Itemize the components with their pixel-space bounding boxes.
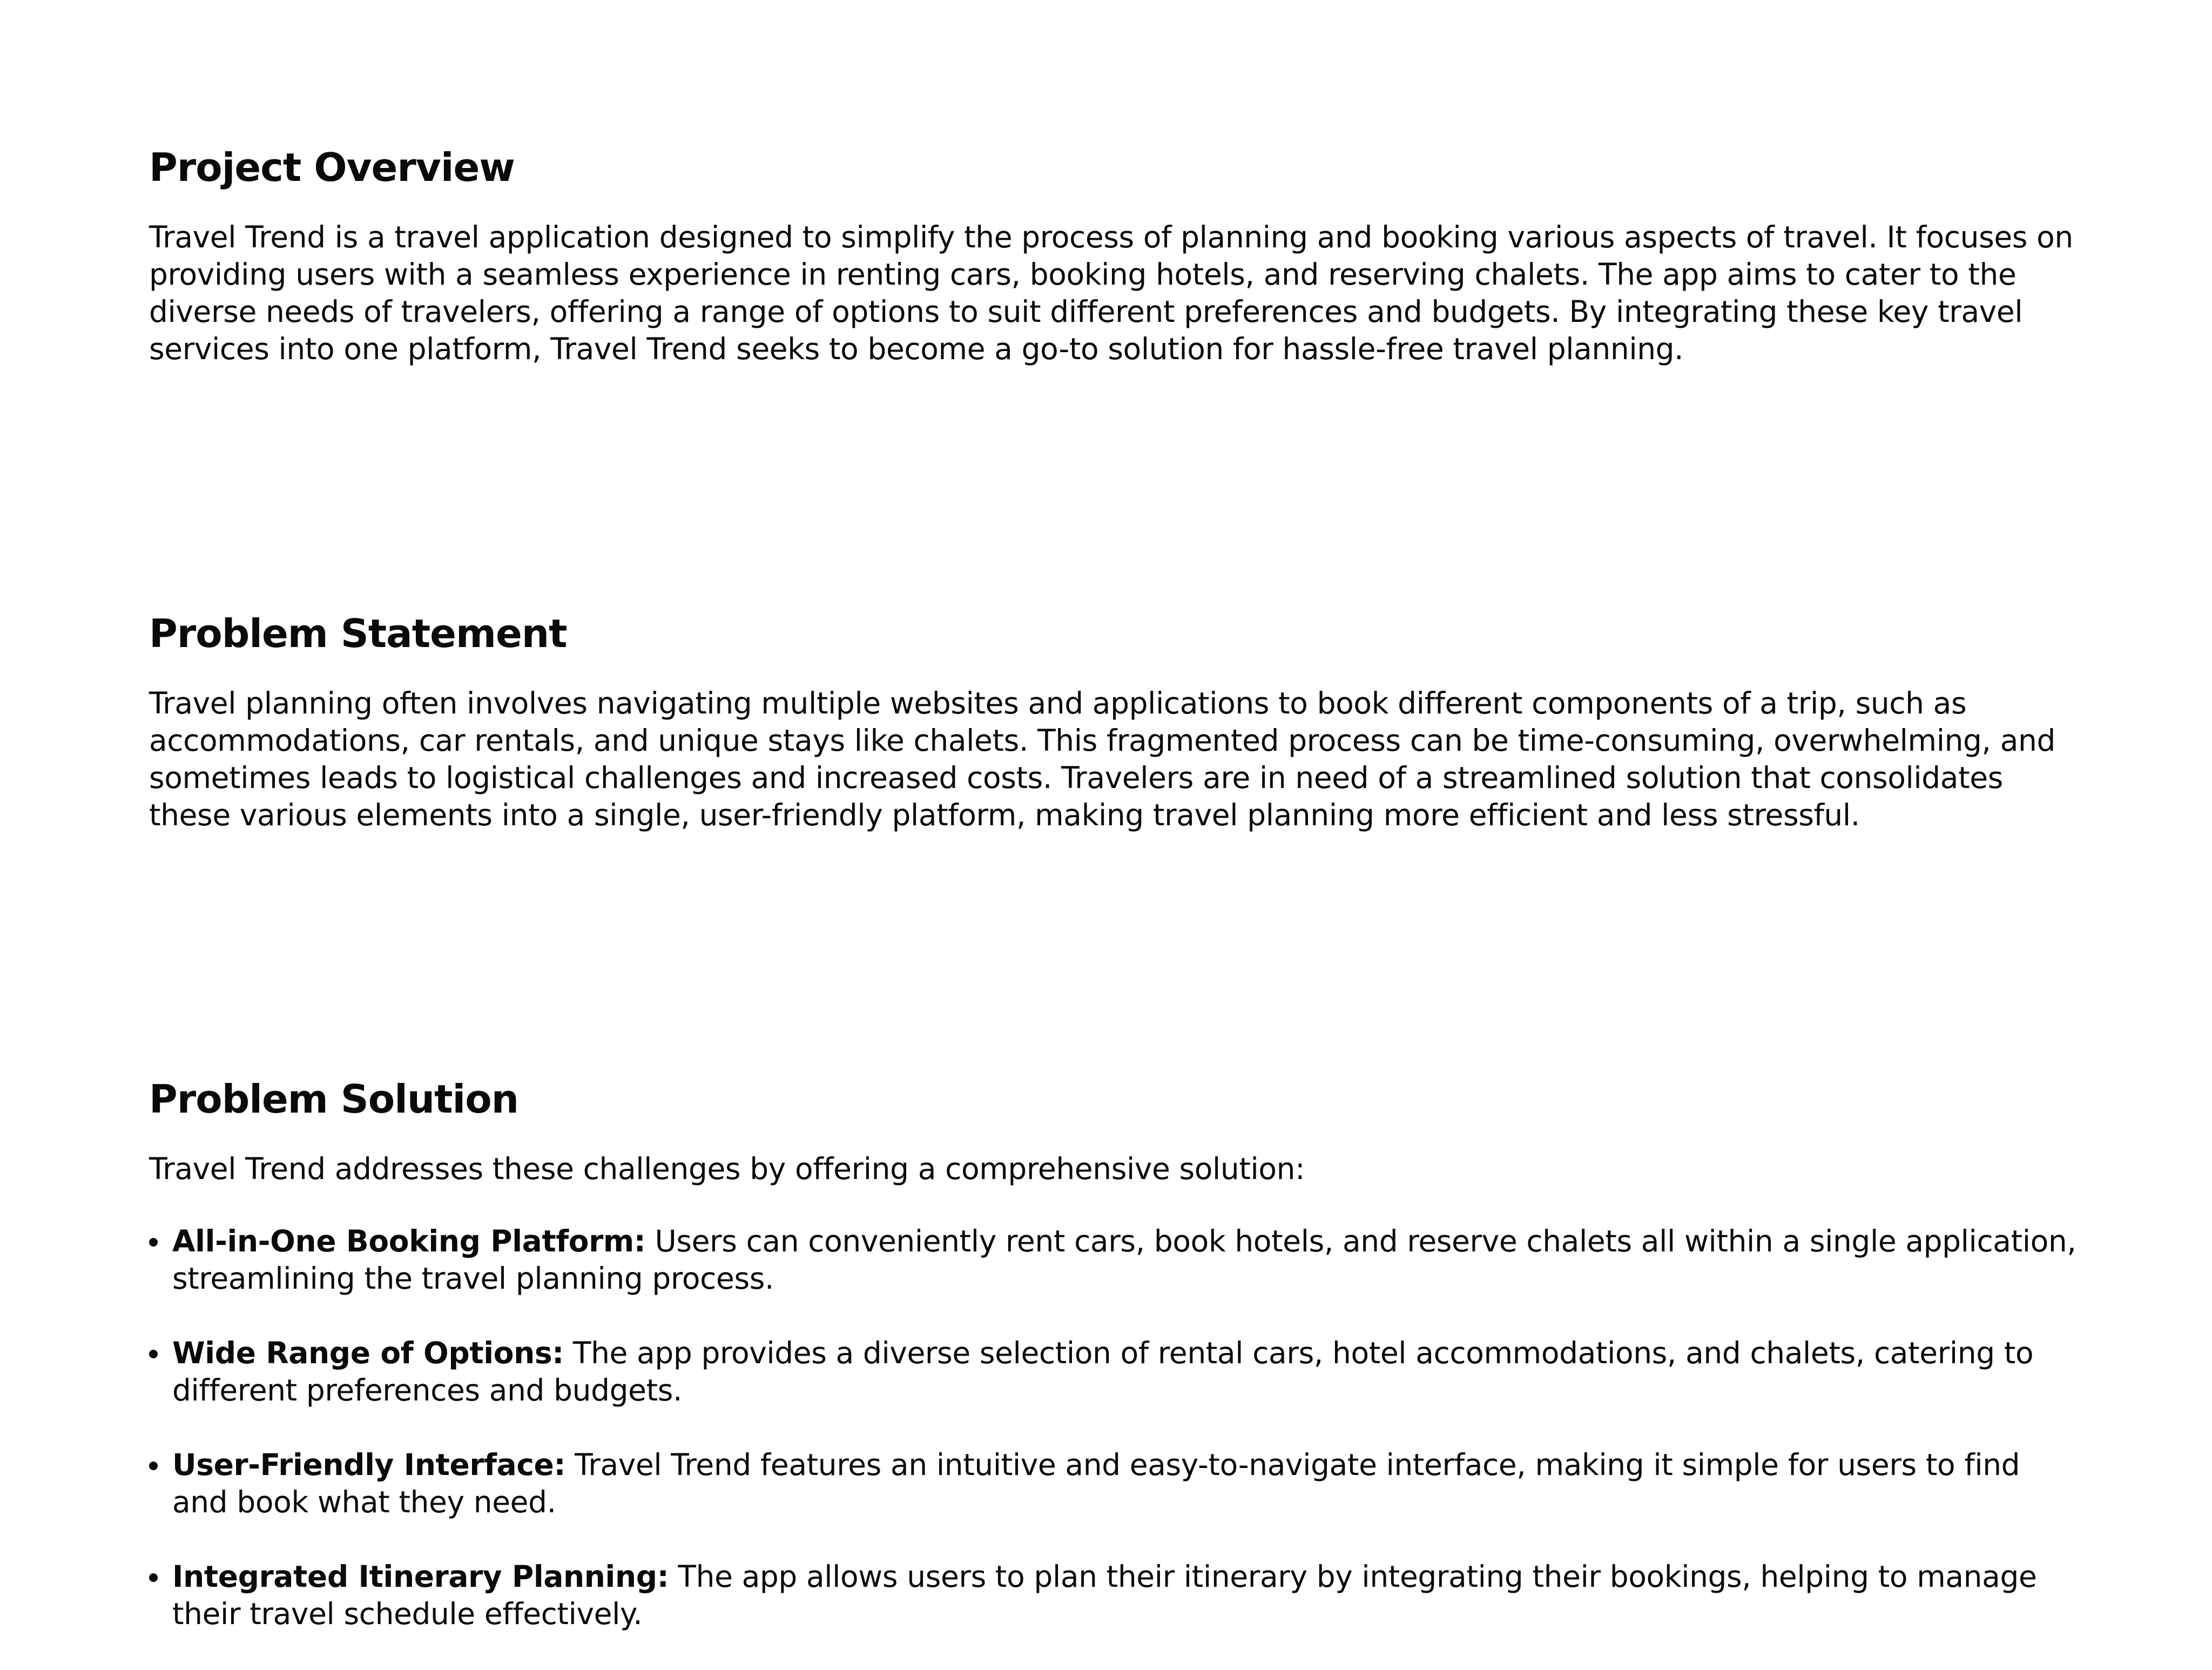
problem-statement-section [149,609,2082,834]
problem-solution-heading: Problem Solution [149,1076,518,1122]
bullet-icon [149,1238,158,1247]
bullet-icon [149,1573,158,1582]
bullet-text: Travel Trend features an intuitive and easy-to-navigate interface, making it simple for users to find and book what they need. [172,1447,2020,1519]
bullet-term: Integrated Itinerary Planning: [172,1559,669,1594]
bullet-term: User-Friendly Interface: [172,1447,566,1482]
problem-solution-intro: Travel Trend addresses these challenges by offering a comprehensive solution: [149,1152,1305,1186]
problem-solution-section [149,1075,2082,1670]
bullet-icon [149,1462,158,1470]
list-item [149,1446,2082,1521]
list-item [149,1335,2082,1409]
project-overview-body: Travel Trend is a travel application designed to simplify the process of planning and booking various aspects of travel. It focuses on providing users with a seamless experience in renting cars, booking hotels, and reserving chalets. The app aims to cater to the diverse needs of travelers, offering a range of options to suit different preferences and budgets. By integrating these key travel services into one platform, Travel Trend seeks to become a go-to solution for hassle-free travel planning. [149,220,2073,366]
project-overview-heading: Project Overview [149,145,515,190]
bullet-text: The app allows users to plan their itinerary by integrating their bookings, helping to manage their travel schedule effectively. [172,1559,2037,1631]
list-item [149,1223,2082,1297]
solution-bullet-list [149,1223,2082,1633]
bullet-text: Users can conveniently rent cars, book hotels, and reserve chalets all within a single application, streamlining the travel planning process. [172,1224,2076,1296]
bullet-text: The app provides a diverse selection of rental cars, hotel accommodations, and chalets, catering to different preferences and budgets. [172,1336,2034,1408]
list-item [149,1558,2082,1633]
problem-statement-body: Travel planning often involves navigating multiple websites and applications to book different components of a trip, such as accommodations, car rentals, and unique stays like chalets. This fragmented process can be time-consuming, overwhelming, and sometimes leads to logistical challenges and increased costs. Travelers are in need of a streamlined solution that consolidates these various elements into a single, user-friendly platform, making travel planning more efficient and less stressful. [149,686,2055,832]
bullet-term: Wide Range of Options: [172,1336,564,1370]
project-overview-section [149,143,2082,368]
bullet-icon [149,1350,158,1358]
bullet-term: All-in-One Booking Platform: [172,1224,646,1258]
problem-statement-heading: Problem Statement [149,611,567,656]
